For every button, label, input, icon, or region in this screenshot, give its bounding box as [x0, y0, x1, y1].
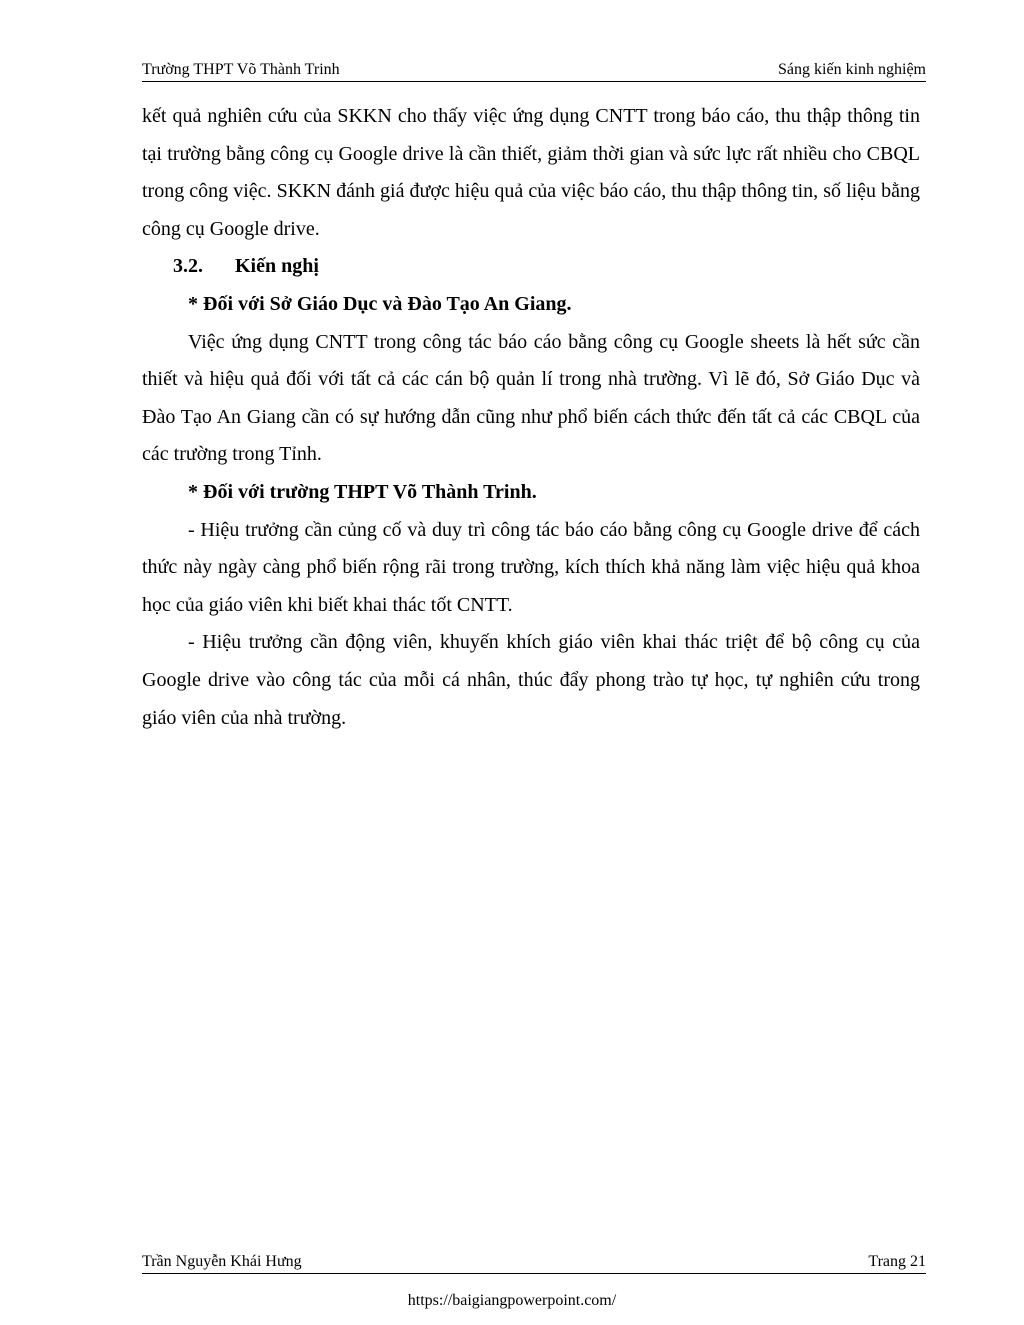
page-footer [142, 1252, 926, 1274]
section-number: 3.2. [173, 255, 203, 278]
subheading-department: * Đối với Sở Giáo Dục và Đào Tạo An Giang. [188, 292, 572, 315]
paragraph-conclusion: kết quả nghiên cứu của SKKN cho thấy việc ứng dụng CNTT trong báo cáo, thu thập thông tin tại trường bằng công cụ Google drive là cần thiết, giảm thời gian và sức lực rất nhiều cho CBQL trong công việc. SKKN đánh giá được hiệu quả của việc báo cáo, thu thập thông tin, số liệu bằng công cụ Google drive. [142, 105, 920, 240]
footer-author: Trần Nguyễn Khái Hưng [142, 1253, 302, 1270]
document-body [142, 98, 920, 737]
header-school-name: Trường THPT Võ Thành Trinh [142, 61, 340, 78]
page-header [142, 60, 926, 82]
paragraph-recommendation-1: - Hiệu trưởng cần củng cố và duy trì công tác báo cáo bằng công cụ Google drive để cách thức này ngày càng phổ biến rộng rãi trong trường, kích thích khả năng làm việc hiệu quả khoa học của giáo viên khi biết khai thác tốt CNTT. [142, 518, 920, 616]
subheading-school: * Đối với trường THPT Võ Thành Trinh. [188, 480, 537, 503]
footer-page-number: Trang 21 [868, 1253, 926, 1270]
paragraph-recommendation-2: - Hiệu trưởng cần động viên, khuyến khích giáo viên khai thác triệt để bộ công cụ của Google drive vào công tác của mỗi cá nhân, thúc đẩy phong trào tự học, tự nghiên cứu trong giáo viên của nhà trường. [142, 631, 920, 729]
source-url: https://baigiangpowerpoint.com/ [407, 1292, 617, 1309]
section-heading [142, 248, 920, 286]
section-title: Kiến nghị [235, 255, 319, 278]
header-document-type: Sáng kiến kinh nghiệm [778, 61, 926, 78]
paragraph-department: Việc ứng dụng CNTT trong công tác báo cáo bằng công cụ Google sheets là hết sức cần thiết và hiệu quả đối với tất cả các cán bộ quản lí trong nhà trường. Vì lẽ đó, Sở Giáo Dục và Đào Tạo An Giang cần có sự hướng dẫn cũng như phổ biến cách thức đến tất cả các CBQL của các trường trong Tỉnh. [142, 330, 920, 466]
